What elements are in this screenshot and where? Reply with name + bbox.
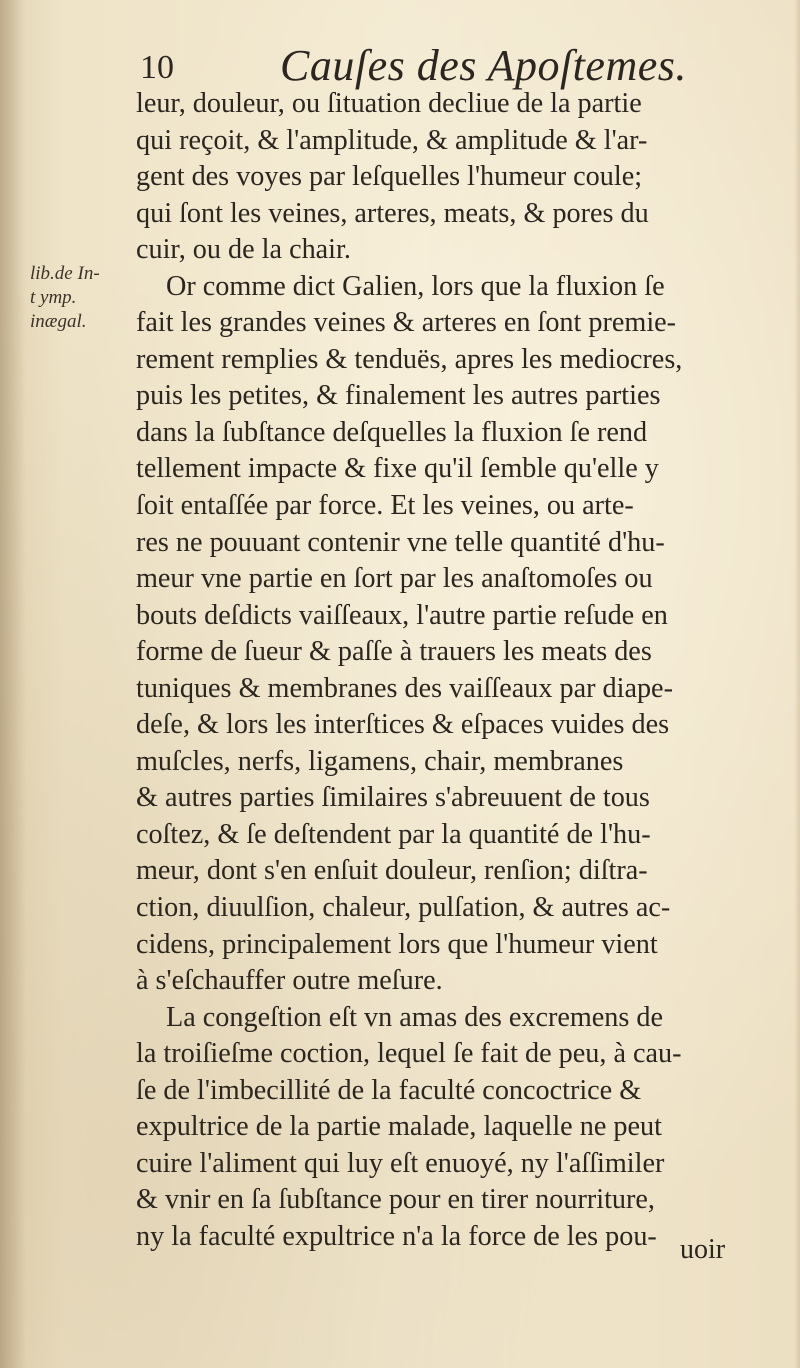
text-line: à s'eſchauffer outre meſure. bbox=[136, 965, 443, 997]
running-title: Cauſes des Apoſtemes. bbox=[280, 41, 687, 90]
margin-note-line: t ymp. bbox=[30, 287, 77, 308]
text-line: cuire l'aliment qui luy eſt enuoyé, ny l'aſſimiler bbox=[136, 1147, 665, 1179]
text-line: fait les grandes veines & arteres en ſont premie- bbox=[136, 307, 677, 339]
text-line: gent des voyes par leſquelles l'humeur coule; bbox=[136, 161, 643, 193]
text-line: expultrice de la partie malade, laquelle ne peut bbox=[136, 1111, 662, 1143]
body-text bbox=[136, 86, 766, 1256]
text-line: qui ſont les veines, arteres, meats, & pores du bbox=[136, 197, 649, 229]
text-line: tuniques & membranes des vaiſſeaux par diape- bbox=[136, 672, 673, 704]
text-line: coſtez, & ſe deſtendent par la quantité de l'hu- bbox=[136, 818, 651, 850]
text-line: qui reçoit, & l'amplitude, & amplitude & l'ar- bbox=[136, 124, 648, 156]
catchword: uoir bbox=[680, 1234, 726, 1265]
text-line: cuir, ou de la chair. bbox=[136, 234, 351, 266]
text-line: muſcles, nerfs, ligamens, chair, membranes bbox=[136, 745, 624, 777]
text-line: meur vne partie en ſort par les anaſtomoſes ou bbox=[136, 563, 653, 595]
text-line: bouts deſdicts vaiſſeaux, l'autre partie reſude en bbox=[136, 599, 668, 631]
gutter-shadow bbox=[0, 0, 26, 1368]
text-line: & autres parties ſimilaires s'abreuuent de tous bbox=[136, 782, 650, 814]
margin-note-line: inægal. bbox=[30, 311, 87, 332]
text-line: puis les petites, & finalement les autres parties bbox=[136, 380, 661, 412]
paragraph-start-line: Or comme dict Galien, lors que la fluxion ſe bbox=[166, 270, 665, 302]
paragraph-start-line: La congeſtion eſt vn amas des excremens de bbox=[166, 1001, 664, 1033]
margin-note-line: lib.de In- bbox=[30, 263, 100, 284]
text-line: res ne pouuant contenir vne telle quantité d'hu- bbox=[136, 526, 665, 558]
text-line: forme de ſueur & paſſe à trauers les meats des bbox=[136, 636, 652, 668]
text-line: ny la faculté expultrice n'a la force de les pou- bbox=[136, 1220, 657, 1252]
text-line: deſe, & lors les interſtices & eſpaces vuides des bbox=[136, 709, 670, 741]
text-line: ſe de l'imbecillité de la faculté concoctrice & bbox=[136, 1074, 642, 1106]
text-line: ction, diuulſion, chaleur, pulſation, & autres ac- bbox=[136, 892, 671, 924]
running-head bbox=[130, 36, 750, 92]
page-edge-shadow bbox=[794, 0, 800, 1368]
margin-note bbox=[30, 262, 130, 334]
text-line: leur, douleur, ou ſituation decliue de la partie bbox=[136, 88, 642, 119]
text-line: & vnir en ſa ſubſtance pour en tirer nourriture, bbox=[136, 1184, 655, 1216]
text-line: meur, dont s'en enſuit douleur, renſion; diſtra- bbox=[136, 855, 648, 887]
text-line: dans la ſubſtance deſquelles la fluxion ſe rend bbox=[136, 416, 648, 448]
page-number: 10 bbox=[140, 49, 174, 86]
text-line: tellement impacte & fixe qu'il ſemble qu'elle y bbox=[136, 453, 659, 485]
text-line: ſoit entaſſée par force. Et les veines, ou arte- bbox=[136, 490, 634, 522]
text-line: la troiſieſme coction, lequel ſe fait de peu, à cau- bbox=[136, 1038, 682, 1070]
text-line: cidens, principalement lors que l'humeur vient bbox=[136, 928, 658, 960]
text-line: rement remplies & tenduës, apres les mediocres, bbox=[136, 343, 683, 375]
